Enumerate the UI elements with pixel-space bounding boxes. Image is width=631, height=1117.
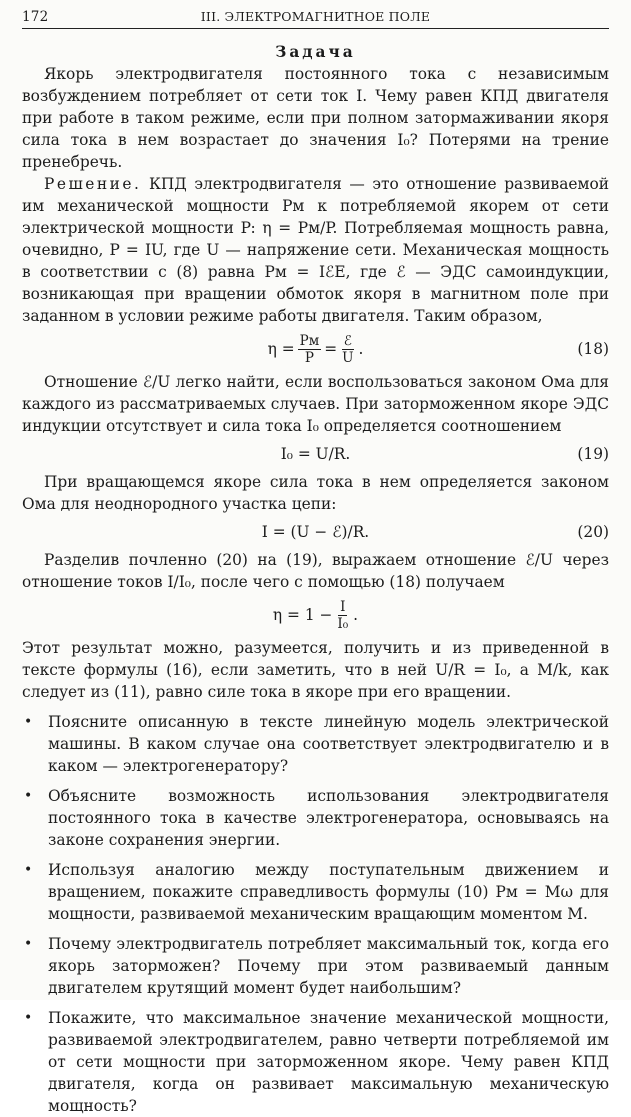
question-item (22, 933, 609, 999)
question-text: Используя аналогию между поступательным движением и вращением, покажите справедливость формулы (10) Pм = Mω для мощности, развиваемой механическим вращающим моментом M. (48, 861, 609, 923)
eq18-number: (18) (577, 340, 609, 358)
solution-paragraph-1 (22, 173, 609, 327)
question-item (22, 1007, 609, 1117)
eq18-num1: Pм (299, 332, 320, 349)
solution-label: Решение. (44, 175, 142, 193)
page-number: 172 (22, 9, 49, 25)
problem-title: Задача (275, 43, 356, 61)
eq19-number: (19) (577, 445, 609, 463)
bullet-icon: • (24, 788, 33, 804)
question-item (22, 785, 609, 851)
bullet-icon: • (24, 1010, 33, 1026)
solution-paragraph-3: При вращающемся якоре сила тока в нем определяется законом Ома для неоднородного участка цепи: (22, 473, 609, 513)
eqf-den: I₀ (337, 615, 349, 632)
running-header (22, 6, 609, 29)
solution-paragraph-4: Разделив почленно (20) на (19), выражаем отношение ℰ/U через отношение токов I/I₀, после чего с помощью (18) получаем (22, 551, 609, 591)
eqf-num: I (340, 598, 346, 615)
eq18-den2: U (342, 349, 354, 366)
eqf-end: . (353, 606, 359, 624)
question-text: Почему электродвигатель потребляет максимальный ток, когда его якорь заторможен? Почему при этом развиваемый данным двигателем крутящий момент будет наибольшим? (48, 935, 609, 997)
questions-list (22, 711, 609, 1117)
eq20-text: I = (U − ℰ)/R. (261, 523, 370, 541)
eq18-lhs: η = (267, 340, 295, 358)
bullet-icon: • (24, 862, 33, 878)
solution-text-1: КПД электродвигателя — это отношение развиваемой им механической мощности Pм к потребляемой якорем от сети электрической мощности P: η = Pм/P. Потребляемая мощность равна, очевидно, P = IU, где U — напряжение сети. Механическая мощность в соответствии с (8) равна Pм = IℰЕ, где ℰ — ЭДС самоиндукции, возникающая при вращении обмоток якоря в магнитном поле при заданном в условии режиме работы двигателя. Таким образом, (22, 175, 609, 325)
question-text: Покажите, что максимальное значение механической мощности, развиваемой электродвигателем, равно четверти потребляемой им от сети мощности при заторможенном якоре. Чему равен КПД двигателя, когда он развивает максимальную механическую мощность? (48, 1009, 609, 1115)
equation-19 (22, 437, 609, 471)
problem-statement: Якорь электродвигателя постоянного тока с независимым возбуждением потребляет от сети ток I. Чему равен КПД двигателя при работе в таком режиме, если при полном затормаживании якоря сила тока в нем возрастает до значения I₀? Потерями на трение пренебречь. (22, 65, 609, 171)
equation-18 (22, 327, 609, 371)
solution-paragraph-2: Отношение ℰ/U легко найти, если воспользоваться законом Ома для каждого из рассматриваемых случаев. При заторможенном якоре ЭДС индукции отсутствует и сила тока I₀ определяется соотношением (22, 373, 609, 435)
question-item (22, 859, 609, 925)
eq18-end: . (358, 340, 364, 358)
chapter-title: III. ЭЛЕКТРОМАГНИТНОЕ ПОЛЕ (200, 9, 431, 24)
eq18-fraction-1 (298, 333, 322, 366)
eqf-fraction (335, 599, 350, 632)
solution-paragraph-5: Этот результат можно, разумеется, получить и из приведенной в тексте формулы (16), если заметить, что в ней U/R = I₀, а M/k, как следует из (11), равно силе тока в якоре при его вращении. (22, 639, 609, 701)
eq19-text: I₀ = U/R. (280, 445, 351, 463)
bullet-icon: • (24, 936, 33, 952)
eq18-den1: P (304, 349, 314, 366)
eq18-fraction-2 (340, 333, 355, 366)
eq18-num2: ℰ (343, 332, 352, 349)
bullet-icon: • (24, 714, 33, 730)
question-text: Поясните описанную в тексте линейную модель электрической машины. В каком случае она соответствует электродвигателю и в каком — электрогенератору? (48, 713, 609, 775)
eqf-lhs: η = 1 − (272, 606, 333, 624)
equation-20 (22, 515, 609, 549)
question-text: Объясните возможность использования электродвигателя постоянного тока в качестве электрогенератора, основываясь на законе сохранения энергии. (48, 787, 609, 849)
eq20-number: (20) (577, 523, 609, 541)
eq18-equals: = (324, 340, 338, 358)
equation-final (22, 593, 609, 637)
question-item (22, 711, 609, 777)
